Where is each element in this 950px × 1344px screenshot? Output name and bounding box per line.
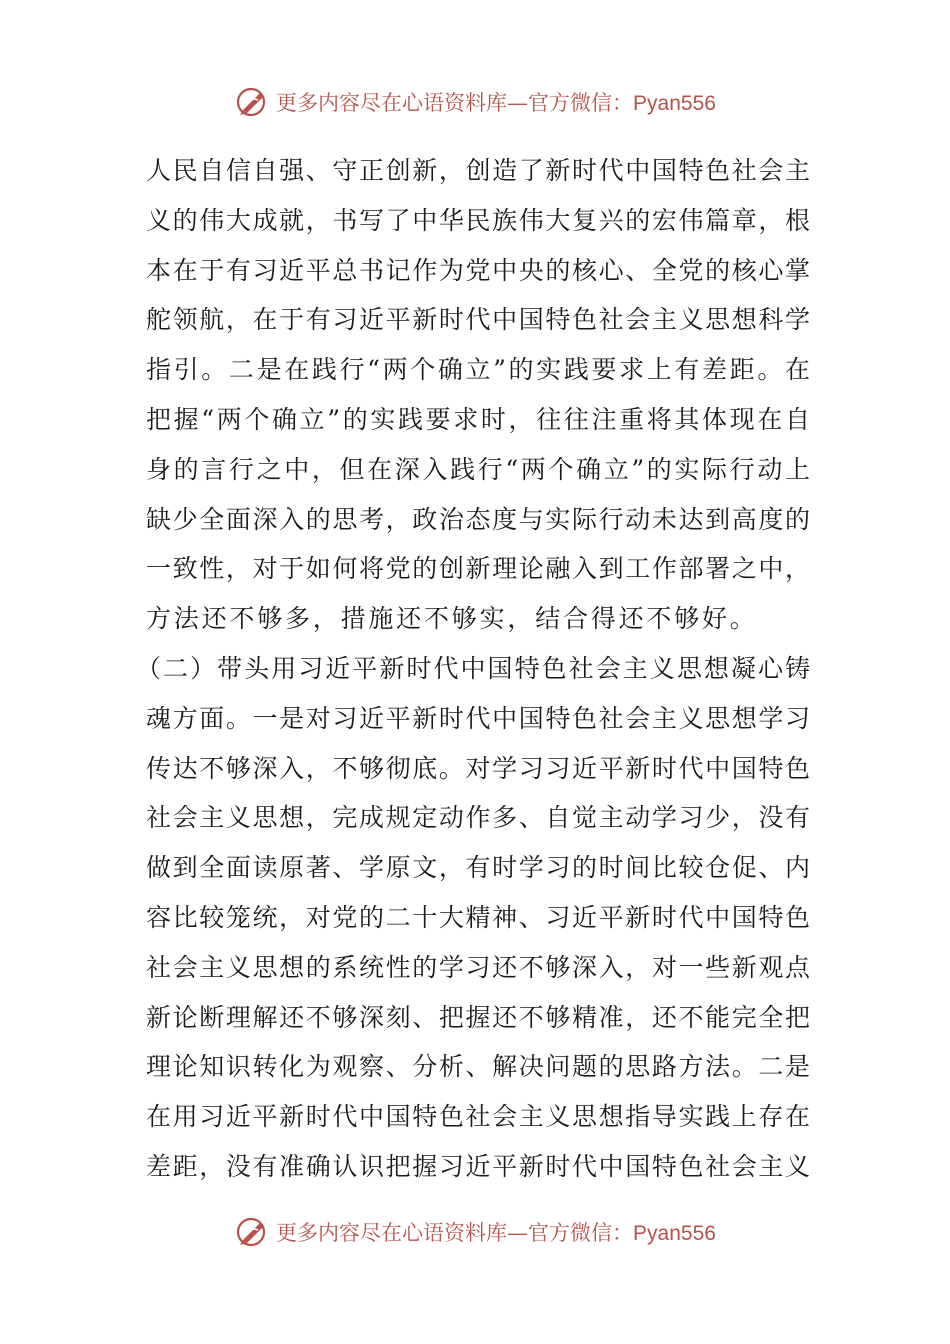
body-line: 容比较笼统，对党的二十大精神、习近平新时代中国特色	[146, 902, 810, 932]
section-heading-line: （二）带头用习近平新时代中国特色社会主义思想凝心铸	[136, 653, 810, 683]
body-line: 身的言行之中，但在深入践行“两个确立”的实际行动上	[146, 454, 810, 484]
wechat-id: Pyan556	[633, 92, 716, 115]
body-line: 人民自信自强、守正创新，创造了新时代中国特色社会主	[146, 156, 810, 185]
banner-text: 更多内容尽在心语资料库—官方微信：Pyan556	[276, 91, 716, 115]
body-line: 一致性，对于如何将党的创新理论融入到工作部署之中，	[146, 554, 810, 584]
body-line: 义的伟大成就，书写了中华民族伟大复兴的宏伟篇章，根	[146, 205, 810, 235]
pen-seal-logo-icon	[234, 1214, 270, 1250]
footer-banner	[0, 1210, 950, 1254]
body-line: 差距，没有准确认识把握习近平新时代中国特色社会主义	[146, 1151, 810, 1181]
body-line: 缺少全面深入的思考，政治态度与实际行动未达到高度的	[146, 504, 810, 534]
body-line: 魂方面。一是对习近平新时代中国特色社会主义思想学习	[146, 703, 810, 733]
document-body	[136, 146, 810, 1192]
body-line: 做到全面读原著、学原文，有时学习的时间比较仓促、内	[146, 853, 810, 883]
body-line: 新论断理解还不够深刻、把握还不够精准，还不能完全把	[146, 1002, 810, 1032]
body-line: 社会主义思想的系统性的学习还不够深入，对一些新观点	[146, 952, 810, 982]
banner-text: 更多内容尽在心语资料库—官方微信：Pyan556	[276, 1221, 716, 1245]
body-line: 传达不够深入，不够彻底。对学习习近平新时代中国特色	[146, 753, 810, 783]
pen-seal-logo-icon	[234, 84, 270, 120]
body-line: 把握“两个确立”的实践要求时，往往注重将其体现在自	[146, 404, 810, 434]
body-line: 指引。二是在践行“两个确立”的实践要求上有差距。在	[146, 355, 810, 385]
body-line: 理论知识转化为观察、分析、解决问题的思路方法。二是	[146, 1052, 810, 1082]
header-banner	[0, 80, 950, 124]
body-line: 本在于有习近平总书记作为党中央的核心、全党的核心掌	[146, 255, 810, 285]
wechat-id: Pyan556	[633, 1222, 716, 1245]
body-line: 在用习近平新时代中国特色社会主义思想指导实践上存在	[146, 1102, 810, 1132]
body-line: 方法还不够多，措施还不够实，结合得还不够好。	[146, 604, 758, 634]
body-line: 舵领航，在于有习近平新时代中国特色社会主义思想科学	[146, 305, 810, 335]
body-line: 社会主义思想，完成规定动作多、自觉主动学习少，没有	[146, 803, 810, 833]
